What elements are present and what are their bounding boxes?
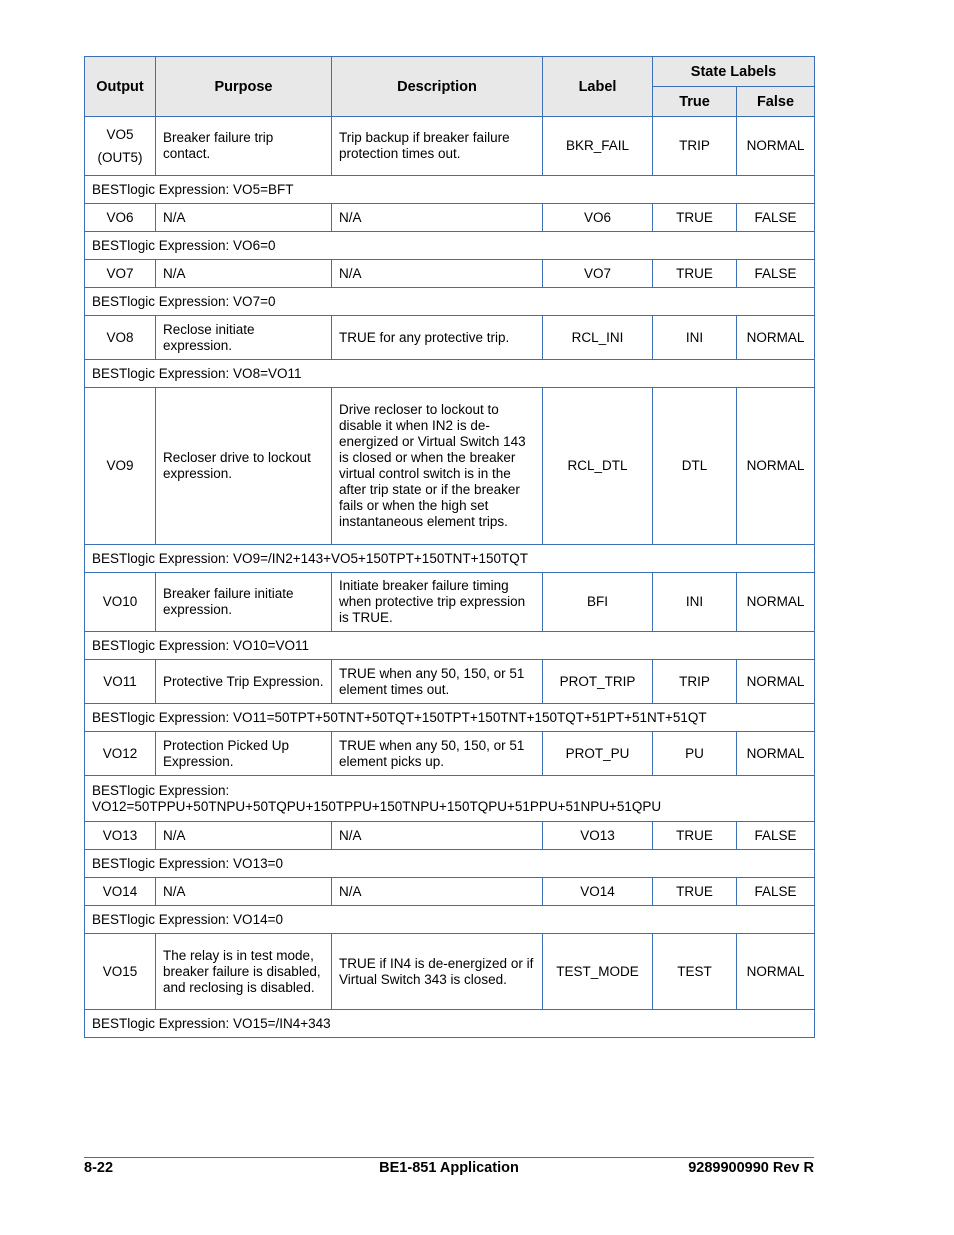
virtual-outputs-table [84, 56, 815, 1038]
true-cell: INI [653, 316, 737, 360]
header-output: Output [85, 57, 156, 117]
false-cell: FALSE [737, 878, 815, 906]
output-sub-value: (OUT5) [97, 150, 143, 165]
footer-title: BE1-851 Application [379, 1160, 519, 1176]
footer-divider [84, 1157, 814, 1158]
output-cell: VO13 [85, 822, 156, 850]
expression-cell: BESTlogic Expression: VO9=/IN2+143+VO5+150TPT+150TNT+150TQT [85, 545, 815, 573]
label-cell: RCL_DTL [543, 388, 653, 545]
expression-row [85, 632, 815, 660]
output-cell: VO7 [85, 260, 156, 288]
header-false: False [737, 87, 815, 117]
expression-line-2: VO12=50TPPU+50TNPU+50TQPU+150TPPU+150TNPU+150TQPU+51PPU+51NPU+51QPU [92, 798, 662, 814]
table-row [85, 660, 815, 704]
false-cell: NORMAL [737, 934, 815, 1010]
expression-row [85, 704, 815, 732]
expression-cell: BESTlogic Expression: VO5=BFT [85, 176, 815, 204]
false-cell: NORMAL [737, 388, 815, 545]
expression-cell: BESTlogic Expression: VO6=0 [85, 232, 815, 260]
true-cell: DTL [653, 388, 737, 545]
table-row [85, 260, 815, 288]
footer-doc-number: 9289900990 Rev R [688, 1160, 814, 1176]
purpose-cell: Reclose initiate expression. [156, 316, 332, 360]
description-cell: TRUE for any protective trip. [332, 316, 543, 360]
table-row [85, 388, 815, 545]
label-cell: RCL_INI [543, 316, 653, 360]
purpose-cell: Breaker failure initiate expression. [156, 573, 332, 632]
expression-row [85, 176, 815, 204]
output-cell: VO15 [85, 934, 156, 1010]
table-row [85, 117, 815, 176]
description-cell: TRUE if IN4 is de-energized or if Virtual Switch 343 is closed. [332, 934, 543, 1010]
expression-line-1: BESTlogic Expression: [92, 782, 230, 798]
output-value: VO5 [106, 127, 134, 142]
expression-cell: BESTlogic Expression: VO8=VO11 [85, 360, 815, 388]
true-cell: TRIP [653, 117, 737, 176]
true-cell: INI [653, 573, 737, 632]
label-cell: PROT_TRIP [543, 660, 653, 704]
label-cell: BKR_FAIL [543, 117, 653, 176]
label-cell: PROT_PU [543, 732, 653, 776]
table-row [85, 573, 815, 632]
description-cell: Initiate breaker failure timing when protective trip expression is TRUE. [332, 573, 543, 632]
output-cell: VO12 [85, 732, 156, 776]
false-cell: NORMAL [737, 117, 815, 176]
true-cell: PU [653, 732, 737, 776]
purpose-cell: N/A [156, 260, 332, 288]
description-cell: Drive recloser to lockout to disable it when IN2 is de-energized or Virtual Switch 143 is closed or when the breaker virtual control switch is in the after trip state or if the breaker fails or when the high set instantaneous element trips. [332, 388, 543, 545]
label-cell: TEST_MODE [543, 934, 653, 1010]
footer-page-number: 8-22 [84, 1160, 114, 1176]
description-cell: TRUE when any 50, 150, or 51 element times out. [332, 660, 543, 704]
output-cell [85, 117, 156, 176]
expression-cell: BESTlogic Expression: VO13=0 [85, 850, 815, 878]
label-cell: VO7 [543, 260, 653, 288]
purpose-cell: Recloser drive to lockout expression. [156, 388, 332, 545]
false-cell: NORMAL [737, 660, 815, 704]
output-cell: VO8 [85, 316, 156, 360]
description-cell: N/A [332, 204, 543, 232]
false-cell: FALSE [737, 204, 815, 232]
output-cell: VO10 [85, 573, 156, 632]
expression-row [85, 906, 815, 934]
description-cell: N/A [332, 822, 543, 850]
true-cell: TRUE [653, 260, 737, 288]
expression-row [85, 545, 815, 573]
purpose-cell: The relay is in test mode, breaker failure is disabled, and reclosing is disabled. [156, 934, 332, 1010]
true-cell: TRUE [653, 204, 737, 232]
expression-row [85, 360, 815, 388]
expression-cell [85, 776, 815, 822]
false-cell: NORMAL [737, 316, 815, 360]
true-cell: TRUE [653, 878, 737, 906]
expression-cell: BESTlogic Expression: VO10=VO11 [85, 632, 815, 660]
header-purpose: Purpose [156, 57, 332, 117]
expression-cell: BESTlogic Expression: VO11=50TPT+50TNT+50TQT+150TPT+150TNT+150TQT+51PT+51NT+51QT [85, 704, 815, 732]
purpose-cell: Protective Trip Expression. [156, 660, 332, 704]
true-cell: TRIP [653, 660, 737, 704]
output-cell: VO6 [85, 204, 156, 232]
false-cell: FALSE [737, 822, 815, 850]
purpose-cell: N/A [156, 878, 332, 906]
output-cell: VO11 [85, 660, 156, 704]
description-cell: Trip backup if breaker failure protection times out. [332, 117, 543, 176]
false-cell: FALSE [737, 260, 815, 288]
true-cell: TEST [653, 934, 737, 1010]
label-cell: VO6 [543, 204, 653, 232]
expression-row [85, 288, 815, 316]
purpose-cell: Protection Picked Up Expression. [156, 732, 332, 776]
label-cell: VO14 [543, 878, 653, 906]
table-row [85, 878, 815, 906]
expression-cell: BESTlogic Expression: VO15=/IN4+343 [85, 1010, 815, 1038]
header-state-labels: State Labels [653, 57, 815, 87]
expression-cell: BESTlogic Expression: VO14=0 [85, 906, 815, 934]
description-cell: TRUE when any 50, 150, or 51 element picks up. [332, 732, 543, 776]
header-true: True [653, 87, 737, 117]
table-row [85, 732, 815, 776]
expression-cell: BESTlogic Expression: VO7=0 [85, 288, 815, 316]
false-cell: NORMAL [737, 573, 815, 632]
purpose-cell: N/A [156, 822, 332, 850]
false-cell: NORMAL [737, 732, 815, 776]
table-row [85, 934, 815, 1010]
expression-row [85, 1010, 815, 1038]
description-cell: N/A [332, 878, 543, 906]
true-cell: TRUE [653, 822, 737, 850]
description-cell: N/A [332, 260, 543, 288]
purpose-cell: N/A [156, 204, 332, 232]
label-cell: VO13 [543, 822, 653, 850]
table-row [85, 204, 815, 232]
header-description: Description [332, 57, 543, 117]
table-row [85, 316, 815, 360]
purpose-cell: Breaker failure trip contact. [156, 117, 332, 176]
expression-row [85, 232, 815, 260]
output-cell: VO9 [85, 388, 156, 545]
header-label: Label [543, 57, 653, 117]
table-row [85, 822, 815, 850]
expression-row [85, 776, 815, 822]
output-cell: VO14 [85, 878, 156, 906]
label-cell: BFI [543, 573, 653, 632]
expression-row [85, 850, 815, 878]
